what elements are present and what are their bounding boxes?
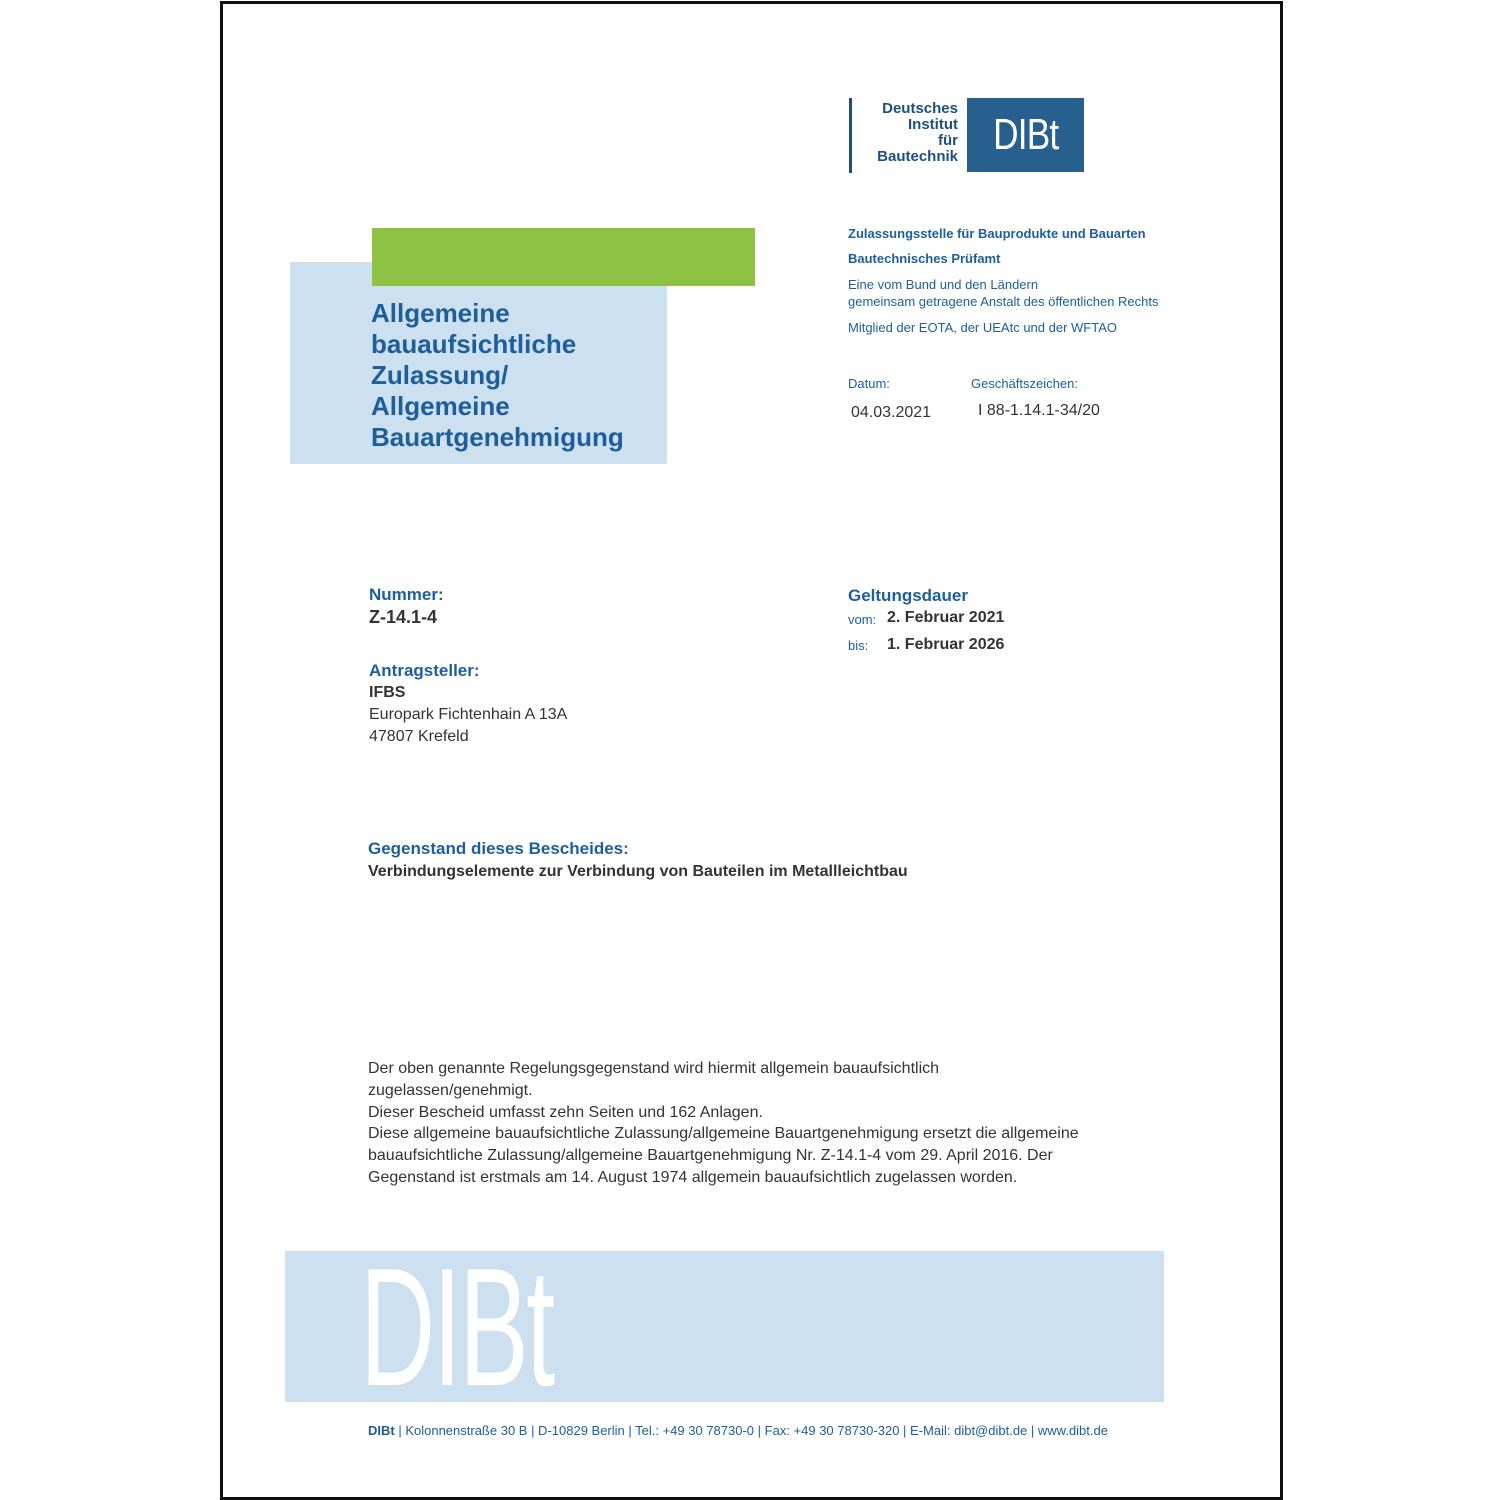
watermark-logo: DIBt (360, 1251, 553, 1402)
validity-label: Geltungsdauer (848, 586, 968, 605)
subject-label: Gegenstand dieses Bescheides: (368, 839, 629, 858)
number-value: Z-14.1-4 (369, 607, 438, 627)
title-line: bauaufsichtliche (371, 329, 577, 359)
subject-value: Verbindungselemente zur Verbindung von Bauteilen im Metallleichtbau (368, 863, 908, 880)
validity-from-value: 2. Februar 2021 (887, 609, 1005, 626)
logo-wordmark (858, 101, 958, 165)
number-label: Nummer: (369, 585, 444, 604)
applicant-city: 47807 Krefeld (369, 728, 469, 745)
title-line: Bauartgenehmigung (371, 422, 624, 452)
reference-value: I 88-1.14.1-34/20 (978, 402, 1100, 419)
validity-to-label: bis: (848, 638, 869, 653)
reference-label: Geschäftszeichen: (971, 376, 1078, 391)
watermark-band (285, 1251, 1164, 1402)
body-line: Gegenstand ist erstmals am 14. August 1974 allgemein bauaufsichtlich zugelassen worden. (368, 1168, 1018, 1186)
body-line: Der oben genannte Regelungsgegenstand wird hiermit allgemein bauaufsichtlich (368, 1060, 940, 1077)
logo-line: für (938, 132, 958, 149)
footer-details: | Kolonnenstraße 30 B | D-10829 Berlin | Tel.: +49 30 78730-0 | Fax: +49 30 78730-320 | E-Mail: dibt@dibt.de | www.dibt.de (394, 1423, 1108, 1438)
logo-line: Institut (908, 116, 958, 133)
logo-line: Bautechnik (877, 148, 958, 165)
title-line: Allgemeine (371, 391, 510, 421)
dibt-logo: DIBt (967, 98, 1084, 172)
footer-contact (368, 1423, 1108, 1438)
agency-line-3b: gemeinsam getragene Anstalt des öffentlichen Rechts (848, 294, 1159, 309)
agency-line-3a: Eine vom Bund und den Ländern (848, 277, 1039, 292)
body-line: bauaufsichtliche Zulassung/allgemeine Bauartgenehmigung Nr. Z-14.1-4 vom 29. April 2016. Der (368, 1147, 1053, 1165)
title-accent-bar (372, 228, 755, 286)
applicant-label: Antragsteller: (369, 661, 480, 680)
body-paragraph (368, 1058, 1168, 1189)
title-line: Zulassung/ (371, 360, 509, 390)
date-value: 04.03.2021 (851, 404, 932, 421)
date-label: Datum: (848, 376, 890, 391)
logo-line: Deutsches (882, 100, 958, 117)
document-title (371, 298, 624, 453)
agency-line-4: Mitglied der EOTA, der UEAtc und der WFTAO (848, 320, 1117, 335)
applicant-name: IFBS (369, 684, 406, 701)
validity-from-label: vom: (848, 612, 877, 627)
logo-divider (849, 98, 852, 173)
agency-line-2: Bautechnisches Prüfamt (848, 251, 1001, 266)
agency-line-1: Zulassungsstelle für Bauprodukte und Bauarten (848, 226, 1146, 241)
title-line: Allgemeine (371, 298, 510, 328)
body-line: Dieser Bescheid umfasst zehn Seiten und 162 Anlagen. (368, 1103, 763, 1121)
body-line: Diese allgemeine bauaufsichtliche Zulassung/allgemeine Bauartgenehmigung ersetzt die allgemeine (368, 1125, 1079, 1143)
footer-brand: DIBt (368, 1423, 395, 1438)
body-line: zugelassen/genehmigt. (368, 1081, 533, 1099)
validity-to-value: 1. Februar 2026 (887, 636, 1005, 653)
applicant-street: Europark Fichtenhain A 13A (369, 706, 568, 723)
